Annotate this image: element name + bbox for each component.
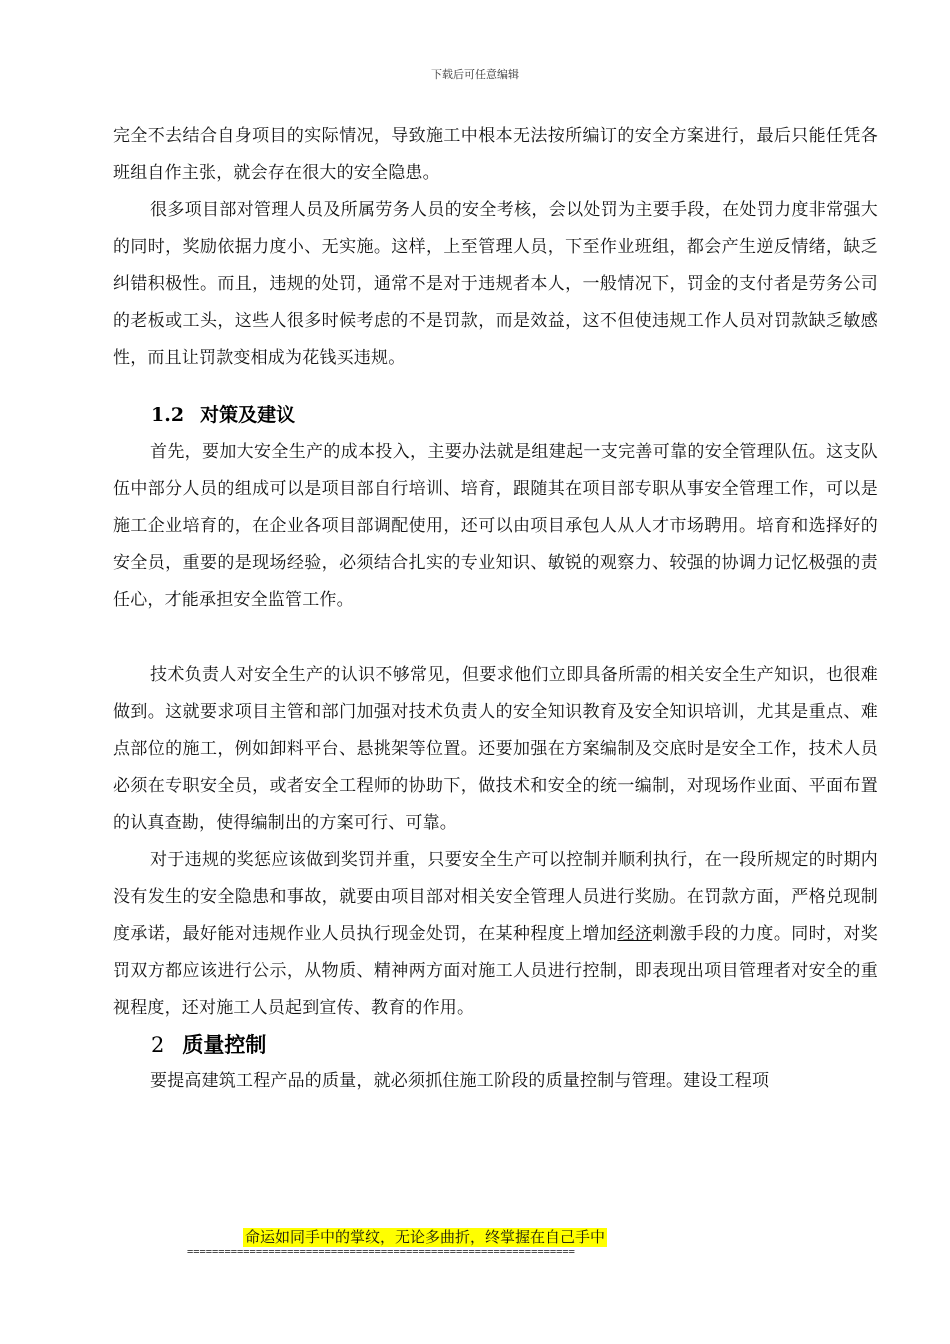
- economy-link[interactable]: 经济: [617, 924, 653, 944]
- footer-motto: 命运如同手中的掌纹，无论多曲折，终掌握在自己手中: [245, 1228, 606, 1246]
- spacer: [113, 377, 878, 397]
- section-number: 1.2: [151, 404, 185, 426]
- paragraph-5-part-a: 对于违规的奖惩应该做到奖罚并重，只要安全生产可以控制并顺利执行，在一段所规定的时期内没有发生的安全隐患和事故，就要由项目部对相关安全管理人员进行奖励。在罚款方面，严格兑现制度承诺，最好能对违规作业人员执行现金处罚，在某种程度上增加: [113, 850, 878, 944]
- paragraph-5: [113, 842, 878, 1027]
- header-note: 下载后可任意编辑: [431, 68, 519, 81]
- paragraph-3: 首先，要加大安全生产的成本投入，主要办法就是组建起一支完善可靠的安全管理队伍。这支队伍中部分人员的组成可以是项目部自行培训、培育，跟随其在项目部专职从事安全管理工作，可以是施工企业培育的，在企业各项目部调配使用，还可以由项目承包人从人才市场聘用。培育和选择好的安全员，重要的是现场经验，必须结合扎实的专业知识、敏锐的观察力、较强的协调力记忆极强的责任心，才能承担安全监管工作。: [113, 442, 878, 610]
- spacer: [113, 619, 878, 657]
- section-title: 对策及建议: [200, 404, 296, 426]
- section-heading-1-2: [113, 397, 878, 434]
- document-body: [113, 118, 878, 1100]
- section-number: 2: [151, 1033, 165, 1057]
- paragraph-5-part-b: 刺激手段的力度。同时，对奖罚双方都应该进行公示，从物质、精神两方面对施工人员进行控制，即表现出项目管理者对安全的重视程度，还对施工人员起到宣传、教育的作用。: [113, 924, 878, 1018]
- section-title: 质量控制: [182, 1033, 267, 1057]
- paragraph-4: 技术负责人对安全生产的认识不够常见，但要求他们立即具备所需的相关安全生产知识，也很难做到。这就要求项目主管和部门加强对技术负责人的安全知识教育及安全知识培训，尤其是重点、难点部位的施工，例如卸料平台、悬挑架等位置。还要加强在方案编制及交底时是安全工作，技术人员必须在专职安全员，或者安全工程师的协助下，做技术和安全的统一编制，对现场作业面、平面布置的认真查勘，使得编制出的方案可行、可靠。: [113, 665, 878, 833]
- paragraph-6: 要提高建筑工程产品的质量，就必须抓住施工阶段的质量控制与管理。建设工程项: [150, 1071, 770, 1091]
- paragraph-2: 很多项目部对管理人员及所属劳务人员的安全考核，会以处罚为主要手段，在处罚力度非常强大的同时，奖励依据力度小、无实施。这样，上至管理人员，下至作业班组，都会产生逆反情绪，缺乏纠错积极性。而且，违规的处罚，通常不是对于违规者本人，一般情况下，罚金的支付者是劳务公司的老板或工头，这些人很多时候考虑的不是罚款，而是效益，这不但使违规工作人员对罚款缺乏敏感性，而且让罚款变相成为花钱买违规。: [113, 200, 878, 368]
- paragraph-1: 完全不去结合自身项目的实际情况，导致施工中根本无法按所编订的安全方案进行，最后只能任凭各班组自作主张，就会存在很大的安全隐患。: [113, 126, 878, 183]
- footer-divider: ==============================================================: [187, 1246, 575, 1258]
- section-heading-2: [113, 1027, 878, 1063]
